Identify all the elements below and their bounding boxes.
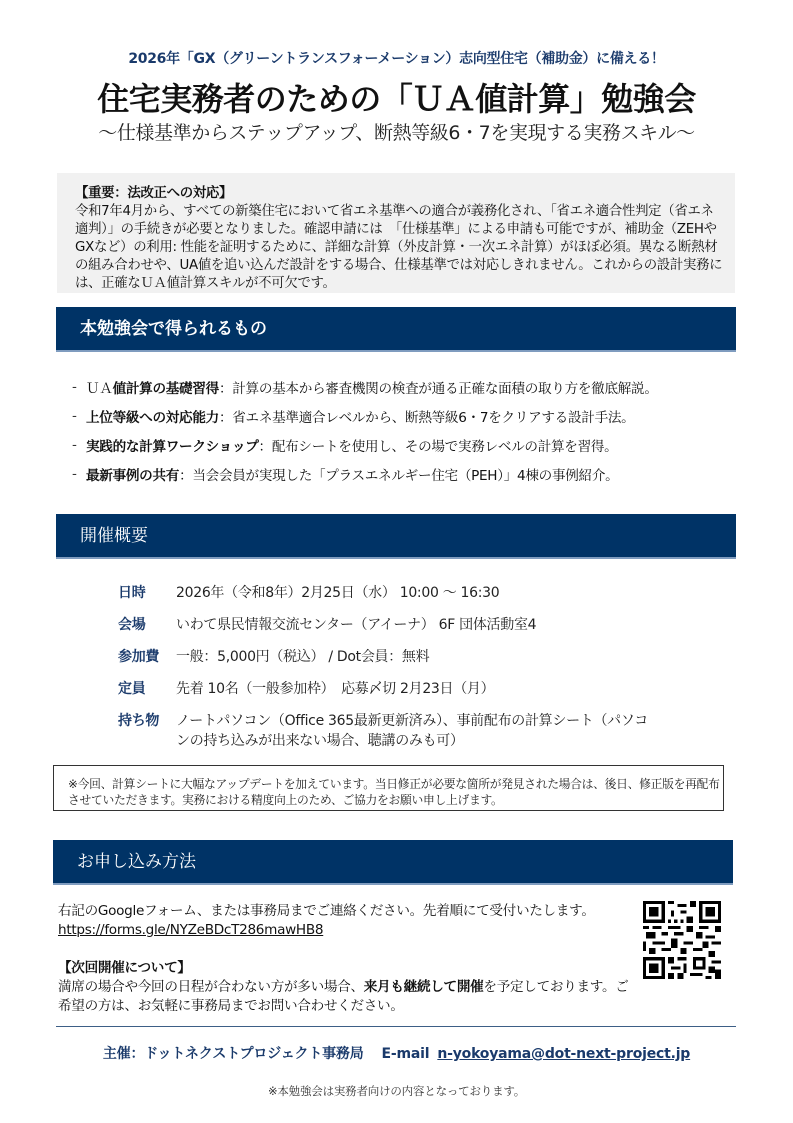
next-session-text bbox=[58, 978, 638, 1016]
event-details bbox=[118, 583, 658, 763]
bullet-bold: 実践的な計算ワークショップ bbox=[86, 438, 259, 455]
bullet-text: ：配布シートを使用し、その場で実務レベルの計算を習得。 bbox=[258, 438, 618, 455]
notice-body: 令和7年4月から、すべての新築住宅において省エネ基準への適合が義務化され、「省エネ適合性判定（省エネ適判）」の手続きが必要となりました。確認申請には 「仕様基準」による申請も可能ですが、補助金（ZEHやGXなど）の利用: 性能を証明するために、詳細な計算（外皮計算・一次エネ計算）がほぼ必須。異なる断熱材の組み合わせや、UA値を追い込んだ設計をする場合、仕様基準では対応しきれません。これからの設計実務には、正確なＵＡ値計算スキルが不可欠です。 bbox=[75, 204, 723, 291]
detail-value: 2026年（令和8年）2月25日（水） 10:00 ～ 16:30 bbox=[176, 585, 500, 601]
next-session-heading: 【次回開催について】 bbox=[58, 960, 191, 976]
detail-label: 持ち物 bbox=[118, 713, 160, 729]
detail-value: いわて県民情報交流センター（アイーナ） 6F 団体活動室4 bbox=[176, 617, 537, 633]
detail-row-capacity bbox=[118, 679, 658, 699]
detail-label: 日時 bbox=[118, 585, 146, 601]
next-bold: 来月も継続して開催 bbox=[363, 979, 484, 995]
bullet-text: ：省エネ基準適合レベルから、断熱等級6・7をクリアする設計手法。 bbox=[218, 409, 635, 426]
qr-code-icon[interactable] bbox=[643, 901, 721, 979]
list-item bbox=[72, 372, 752, 401]
footer-divider bbox=[56, 1026, 736, 1027]
bullet-prefix: ＵＡ bbox=[86, 380, 113, 397]
bullet-bold: 値計算の基礎習得 bbox=[112, 380, 219, 397]
detail-label: 参加費 bbox=[118, 649, 160, 665]
page-title: 住宅実務者のための「ＵＡ値計算」勉強会 bbox=[97, 80, 696, 118]
apply-intro: 右記のGoogleフォーム、または事務局までご連絡ください。先着順にて受付いたします。 bbox=[58, 903, 595, 919]
bullet-bold: 上位等級への対応能力 bbox=[86, 409, 219, 426]
email-link[interactable]: n-yokoyama@dot-next-project.jp bbox=[437, 1046, 691, 1062]
detail-row-belongings bbox=[118, 711, 658, 751]
section-header-benefits: 本勉強会で得られるもの bbox=[56, 307, 736, 352]
organizer-name: 主催：ドットネクストプロジェクト事務局 bbox=[102, 1046, 364, 1062]
list-item bbox=[72, 430, 752, 459]
detail-label: 定員 bbox=[118, 681, 146, 697]
detail-value: 先着 10名（一般参加枠） 応募〆切 2月23日（月） bbox=[176, 681, 495, 697]
google-form-link[interactable]: https://forms.gle/NYZeBDcT286mawHB8 bbox=[58, 922, 324, 938]
footer-organizer bbox=[0, 1043, 793, 1063]
important-notice-box bbox=[57, 173, 735, 293]
apply-content bbox=[58, 902, 638, 1016]
section-header-apply: お申し込み方法 bbox=[53, 840, 733, 885]
footer-footnote: ※本勉強会は実務者向けの内容となっております。 bbox=[267, 1084, 526, 1098]
bullet-dash: - bbox=[72, 378, 77, 395]
benefits-list bbox=[72, 372, 752, 488]
page-subtitle: ～仕様基準からステップアップ、断熱等級6・7を実現する実務スキル～ bbox=[98, 122, 695, 144]
section-header-overview: 開催概要 bbox=[56, 514, 736, 559]
bullet-text: ：当会会員が実現した「プラスエネルギー住宅（PEH）」4棟の事例紹介。 bbox=[179, 467, 619, 484]
update-note-box: ※今回、計算シートに大幅なアップデートを加えています。当日修正が必要な箇所が発見された場合は、後日、修正版を再配布させていただきます。実務における精度向上のため、ご協力をお願い申し上げます。 bbox=[53, 765, 724, 811]
detail-value: 一般：5,000円（税込） / Dot会員：無料 bbox=[176, 649, 430, 665]
bullet-dash: - bbox=[72, 465, 77, 482]
list-item bbox=[72, 459, 752, 488]
detail-value: ノートパソコン（Office 365最新更新済み）、事前配布の計算シート（パソコンの持ち込みが出来ない場合、聴講のみも可） bbox=[176, 713, 648, 749]
email-label: E-mail bbox=[381, 1046, 430, 1062]
bullet-dash: - bbox=[72, 436, 77, 453]
detail-row-datetime bbox=[118, 583, 658, 603]
detail-row-fee bbox=[118, 647, 658, 667]
detail-label: 会場 bbox=[118, 617, 146, 633]
detail-row-venue bbox=[118, 615, 658, 635]
bullet-bold: 最新事例の共有 bbox=[86, 467, 180, 484]
header-kicker: 2026年「GX（グリーントランスフォーメーション）志向型住宅（補助金）に備える！ bbox=[128, 51, 665, 67]
list-item bbox=[72, 401, 752, 430]
next-post: を予定しております。ご希望の方は、お気軽に事務局までお問い合わせください。 bbox=[58, 979, 629, 1014]
notice-heading: 【重要：法改正への対応】 bbox=[75, 186, 233, 201]
next-pre: 満席の場合や今回の日程が合わない方が多い場合、 bbox=[58, 979, 364, 995]
bullet-dash: - bbox=[72, 407, 77, 424]
bullet-text: ：計算の基本から審査機関の検査が通る正確な面積の取り方を徹底解説。 bbox=[218, 380, 658, 397]
